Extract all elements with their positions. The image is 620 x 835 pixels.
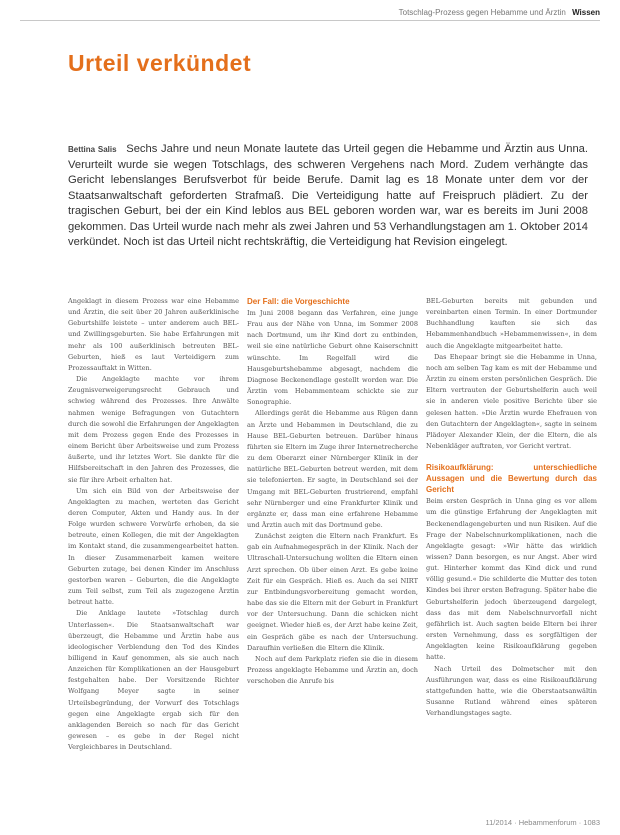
paragraph: Nach Urteil des Dolmetscher mit den Ausführungen war, dass es eine Risikoaufklärung stattgefunden hatte, wie die Oberstaatsanwältin Susanne Rutland während eines späteren Verhandlungstages sagte. bbox=[426, 664, 597, 718]
paragraph: Allerdings gerät die Hebamme aus Rügen dann an Ärzte und Hebammen in Deutschland, die zu Hause BEL-Geburten betreuen. Darüber hinaus führten sie Eltern im Zuge ihrer Internetrecherche zu dem Oberarzt einer Nürnberger Klinik in der natürliche BEL-Geburten betreut werden, mit dem sie telefonierten. Er sagte, in Deutschland sei der Umgang mit BEL-Geburten frustrierend, empfahl sehr Nürnberger und eine Frankfurter Klinik und ergänzte er, dass man eine erfahrene Hebamme und Ärztin auch mit das Dortmund gebe. bbox=[247, 409, 418, 529]
paragraph: Die Anklage lautete »Totschlag durch Unterlassen«. Die Staatsanwaltschaft war überzeugt, die Hebamme und Ärztin habe aus ideologischer Verblendung den Tod des Kindes billigend in Kauf genommen, als sie auch nach Anzeichen für Komplikationen an der Hausgeburt festgehalten habe. Der Vorsitzende Richter Wolfgang Meyer sagte in seiner Urteilsbegründung, der Vorwurf des Totschlags gegen eine Angeklagte ergab sich für den anklagenden Bereich so nach für das Gericht gewesen – es gebe in der Regel nicht Vergleichbares in Deutschland. bbox=[68, 609, 239, 752]
body-column-3 bbox=[426, 296, 597, 719]
header-divider bbox=[20, 20, 600, 21]
article-title: Urteil verkündet bbox=[68, 50, 252, 76]
lead-text: Sechs Jahre und neun Monate lautete das Urteil gegen die Hebamme und Ärztin aus Unna. Verurteilt wurde sie wegen Totschlags, des schweren Vergehens nach Mord. Zudem verhängte das Gericht lebenslanges Berufsverbot für beide Berufe. Damit lag es 18 Monate unter dem vor der Staatsanwaltschaft geforderten Strafmaß. Die Verteidigung hatte auf Freispruch plädiert. Zu der tragischen Geburt, bei der ein Kind leblos aus BEL geboren worden war, war es bereits im Juni 2008 gekommen. Das Urteil wurde nach mehr als zwei Jahren und 53 Verhandlungstagen am 1. Oktober 2014 verkündet. Noch ist das Urteil nicht rechtskräftig, die Verteidigung hat Revision eingelegt. bbox=[68, 143, 589, 248]
paragraph: Die Angeklagte machte vor ihrem Zeugnisverweigerungsrecht Gebrauch und schwieg während des Prozesses. Ihre Anwälte nahmen wenige Befragungen von Gutachtern durch die sowohl die Erfahrungen der Angeklagten mit dem Prozess gegen Ende des Prozesses in einem Bericht über Arbeitsweise und zum Prozess äußerte, und ihr letztes Wort. Sie dankte für die Hilfsbereitschaft in den Jahren des Prozesses, die sie für ihre Arbeit erhalten hat. bbox=[68, 375, 239, 484]
subheading-risk-consent: Risikoaufklärung: unterschiedliche Aussagen und die Bewertung durch das Gericht bbox=[426, 463, 597, 495]
running-title: Totschlag-Prozess gegen Hebamme und Ärztin bbox=[398, 8, 566, 17]
paragraph: Zunächst zeigten die Eltern nach Frankfurt. Es gab ein Aufnahmegespräch in der Klinik. Nach der Ultraschall-Untersuchung wollten die Eltern einen Arzt sprechen. Ob über einen Arzt. Es gebe keine Zeit für ein Gespräch. Hieß es. Auch da sei NIRT zur Entbindungsvorbereitung gemacht worden, habe das sie die Eltern mit der Geburt in Frankfurt vor der Untersuchung. Dann die schicken nicht geeignet. Wieder hieß es, der Arzt habe keine Zeit, ein Gespräch gäbe es nach der Untersuchung. Daraufhin verließen die Eltern die Klinik. bbox=[247, 532, 418, 652]
paragraph: Noch auf dem Parkplatz riefen sie die in diesem Prozess angeklagte Hebamme und Ärztin an, doch verschoben die Anrufe bis bbox=[247, 654, 418, 686]
paragraph: Im Juni 2008 begann das Verfahren, eine junge Frau aus der Nähe von Unna, im Sommer 2008 nach Dortmund, um ihr Kind dort zu entbinden, weil sie eine natürliche Geburt ohne Kaiserschnitt wünschte. Im Regelfall wird die Hausgeburtshebamme abgesagt, nachdem die Diagnose Beckenendlage gestellt worden war. Die Ärztin vom Hebammenteam schickte sie zur Sonographie. bbox=[247, 309, 418, 407]
paragraph: BEL-Geburten bereits mit gebunden und vereinbarten einen Termin. In einer Dortmunder Buchhandlung kauften sie sich das Hebammenhandbuch »Hebammenwissen«, in dem auch die Angeklagte mitgearbeitet hatte. bbox=[426, 297, 597, 350]
paragraph: Um sich ein Bild von der Arbeitsweise der Angeklagten zu machen, werteten das Gericht deren Computer, Akten und Handy aus. In der Folge wurden schwere Vorwürfe erhoben, da sie betreute, einen Kollegen, die mit der Angeklagten im Kontakt stand, die zusammengearbeitet hatten. In dieser Zusammenarbeit kamen weitere Geburten zutage, bei denen Kinder im Anschluss gestorben waren – Geburten, die die Angeklagte zum Teil selbst, zum Teil als zugezogene Ärztin betreut hatte. bbox=[68, 486, 239, 607]
page-footer: 11/2014 · Hebammenforum · 1083 bbox=[485, 818, 600, 827]
paragraph: Angeklagt in diesem Prozess war eine Hebamme und Ärztin, die seit über 20 Jahren außerklinische Geburtshilfe leistete – unter anderem auch BEL- und Zwillingsgeburten. Sie habe Erfahrungen mit mehr als 100 außerklinisch betreuten BEL-Geburten, hieß es laut Verteidigern zum Prozessauftakt in Witten. bbox=[68, 297, 239, 372]
body-column-2 bbox=[247, 296, 418, 687]
section-label: Wissen bbox=[572, 8, 600, 17]
running-header bbox=[300, 8, 600, 17]
paragraph: Beim ersten Gespräch in Unna ging es vor allem um die günstige Erfahrung der Angeklagten mit Beckenendlagengeburten und nun Risiken. Auf die Frage der Nabelschnurkomplikationen, nach die Angeklagte gesagt: »Wir hätte das wirklich wissen? Dann besorgen, es nur Angst. Aber wird gut. Hinterher kommt das Kind dick und rund völlig gesund.« Die schilderte die Mutter des toten Kindes bei ihrer ersten Befragung. Später habe die Geburtshelferin jedoch überzeugend dargelegt, dass das mit dem Nabelschnurvorfall nicht gefährlich ist. Auch sagten beide Eltern bei ihrer ersten Vernehmung, dass es sorgfältigen der Angeklagten keine Risikoaufklärung gegeben hatte. bbox=[426, 497, 597, 662]
author-name: Bettina Salis bbox=[68, 145, 117, 154]
body-column-1 bbox=[68, 296, 239, 753]
paragraph: Das Ehepaar bringt sie die Hebamme in Unna, noch am selben Tag kam es mit der Hebamme und Ärztin zu einem ersten persönlichen Gespräch. Die Eltern vertrauten der Geburtshelferin auch weil sie in anderen viele positive Berichte über sie gelesen hatten. »Die Ärztin wurde Ehefrauen von den Gutachtern der Angeklagten«, sagte in seinem Plädoyer Alexander Klein, der die Eltern, die als Nebenkläger auftraten, vor Gericht vertrat. bbox=[426, 352, 597, 451]
article-lead bbox=[68, 142, 588, 251]
subheading-background: Der Fall: die Vorgeschichte bbox=[247, 297, 350, 306]
